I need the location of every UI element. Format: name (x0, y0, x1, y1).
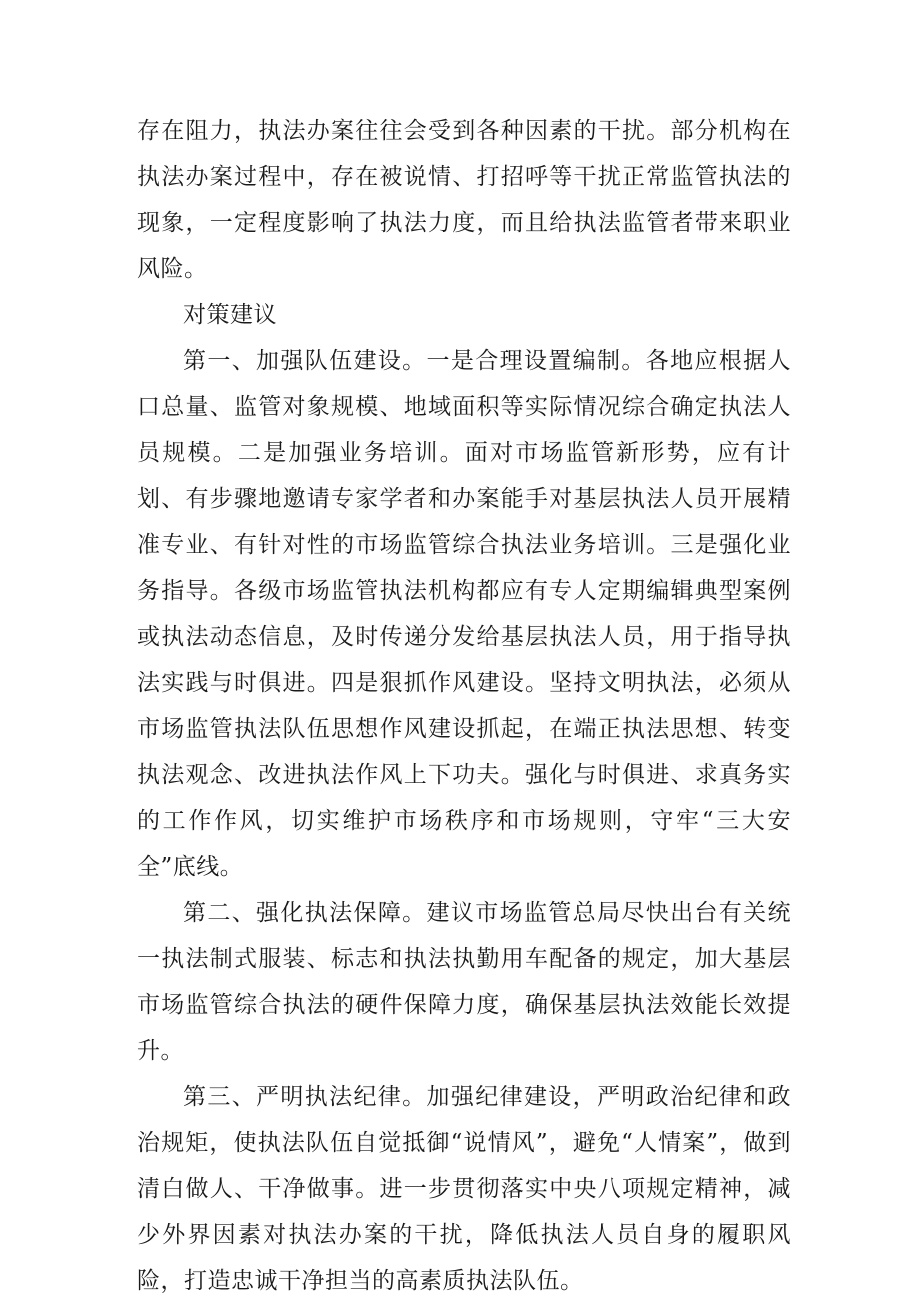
paragraph-enforcement-support: 第二、强化执法保障。建议市场监管总局尽快出台有关统一执法制式服装、标志和执法执勤用车配备的规定，加大基层市场监管综合执法的硬件保障力度，确保基层执法效能长效提升。 (137, 900, 791, 1064)
document-body (137, 108, 791, 1304)
section-heading: 对策建议 (183, 302, 277, 328)
paragraph-discipline: 第三、严明执法纪律。加强纪律建设，严明政治纪律和政治规矩，使执法队伍自觉抵御“说情风”，避免“人情案”，做到清白做人、干净做事。进一步贯彻落实中央八项规定精神，减少外界因素对执法办案的干扰，降低执法人员自身的履职风险，打造忠诚干净担当的高素质执法队伍。 (137, 1084, 791, 1294)
paragraph-continuation: 存在阻力，执法办案往往会受到各种因素的干扰。部分机构在执法办案过程中，存在被说情、打招呼等干扰正常监管执法的现象，一定程度影响了执法力度，而且给执法监管者带来职业风险。 (137, 118, 791, 282)
paragraph-team-building: 第一、加强队伍建设。一是合理设置编制。各地应根据人口总量、监管对象规模、地域面积等实际情况综合确定执法人员规模。二是加强业务培训。面对市场监管新形势，应有计划、有步骤地邀请专家学者和办案能手对基层执法人员开展精准专业、有针对性的市场监管综合执法业务培训。三是强化业务指导。各级市场监管执法机构都应有专人定期编辑典型案例或执法动态信息，及时传递分发给基层执法人员，用于指导执法实践与时俱进。四是狠抓作风建设。坚持文明执法，必须从市场监管执法队伍思想作风建设抓起，在端正执法思想、转变执法观念、改进执法作风上下功夫。强化与时俱进、求真务实的工作作风，切实维护市场秩序和市场规则，守牢“三大安全”底线。 (137, 348, 791, 880)
